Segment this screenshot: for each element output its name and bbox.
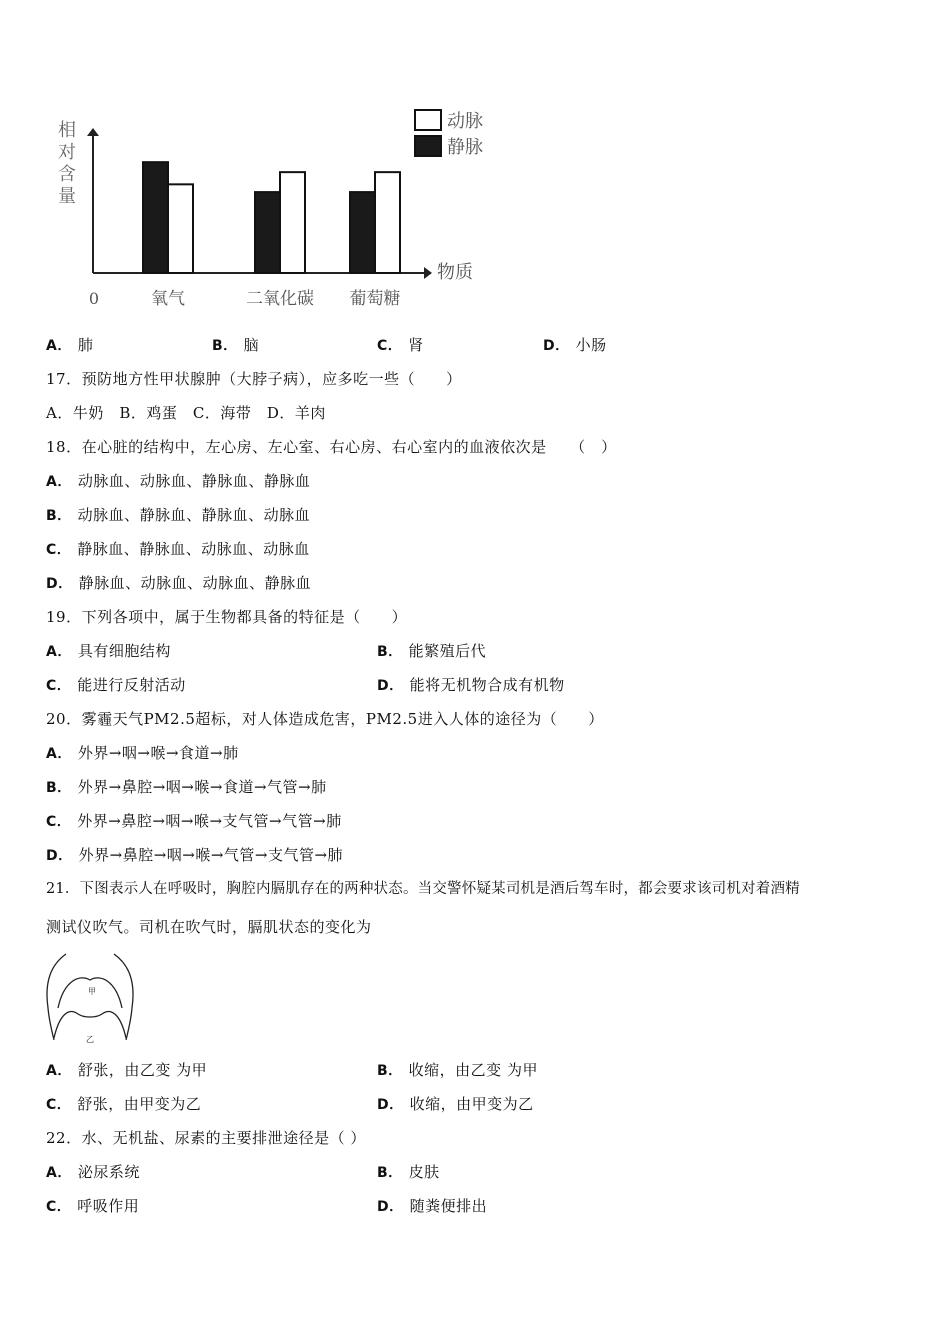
q18-option-c[interactable]: C． 静脉血、静脉血、动脉血、动脉血 [46, 540, 310, 558]
bar-artery-2 [375, 172, 400, 273]
q18-option-a[interactable]: A． 动脉血、动脉血、静脉血、静脉血 [46, 472, 311, 490]
q20-option-b[interactable]: B． 外界→鼻腔→咽→喉→食道→气管→肺 [46, 778, 327, 796]
bar-artery-1 [280, 172, 305, 273]
q22-stem: 22．水、无机盐、尿素的主要排泄途径是（ ） [46, 1129, 366, 1147]
bar-vein-0 [143, 162, 168, 273]
legend-label-1: 静脉 [447, 137, 483, 158]
q19-stem: 19．下列各项中，属于生物都具备的特征是（ ） [46, 608, 408, 626]
q20-stem: 20．雾霾天气PM2.5超标，对人体造成危害，PM2.5进入人体的途径为（ ） [46, 710, 604, 728]
q21-option-c[interactable]: C． 舒张，由甲变为乙 [46, 1095, 202, 1113]
legend-label-0: 动脉 [447, 111, 483, 132]
q22-option-d[interactable]: D． 随粪便排出 [377, 1197, 488, 1215]
label-jia: 甲 [88, 987, 96, 996]
origin-label: 0 [88, 289, 100, 308]
q22-option-c[interactable]: C． 呼吸作用 [46, 1197, 140, 1215]
q22-option-b[interactable]: B． 皮肤 [377, 1163, 440, 1181]
q18-stem: 18．在心脏的结构中，左心房、左心室、右心房、右心室内的血液依次是 （ ） [46, 438, 617, 456]
bar-artery-0 [168, 184, 193, 273]
y-axis-label-char: 量 [58, 186, 76, 207]
q16-option-d[interactable]: D． 小肠 [543, 336, 607, 354]
q19-option-a[interactable]: A． 具有细胞结构 [46, 642, 171, 660]
diaphragm-diagram [44, 950, 136, 1046]
q18-option-d[interactable]: D． 静脉血、动脉血、动脉血、静脉血 [46, 574, 312, 592]
q21-option-d[interactable]: D． 收缩，由甲变为乙 [377, 1095, 534, 1113]
x-tick-label: 二氧化碳 [246, 289, 314, 309]
q17-options[interactable]: A．牛奶 B．鸡蛋 C．海带 D．羊肉 [46, 404, 326, 422]
y-axis-label-char: 对 [58, 142, 76, 163]
blood-content-bar-chart [40, 100, 510, 315]
label-yi: 乙 [86, 1035, 94, 1044]
q21-option-b[interactable]: B． 收缩，由乙变 为甲 [377, 1061, 538, 1079]
bar-vein-2 [350, 192, 375, 273]
x-axis-arrow [424, 267, 432, 279]
q16-option-a[interactable]: A． 肺 [46, 336, 94, 354]
q17-stem: 17．预防地方性甲状腺肿（大脖子病），应多吃一些（ ） [46, 370, 462, 388]
x-axis-label: 物质 [437, 262, 473, 283]
q20-option-c[interactable]: C． 外界→鼻腔→咽→喉→支气管→气管→肺 [46, 812, 342, 830]
q22-option-a[interactable]: A． 泌尿系统 [46, 1163, 140, 1181]
q20-option-d[interactable]: D． 外界→鼻腔→咽→喉→气管→支气管→肺 [46, 846, 344, 864]
q20-option-a[interactable]: A． 外界→咽→喉→食道→肺 [46, 744, 239, 762]
x-tick-label: 葡萄糖 [349, 289, 401, 309]
legend-swatch-0 [415, 110, 441, 130]
q19-option-b[interactable]: B． 能繁殖后代 [377, 642, 487, 660]
y-axis-label-char: 含 [58, 164, 76, 185]
q21-stem-line1: 21．下图表示人在呼吸时，胸腔内膈肌存在的两种状态。当交警怀疑某司机是酒后驾车时，都会要求该司机对着酒精 [46, 881, 800, 897]
q16-option-c[interactable]: C． 肾 [377, 336, 424, 354]
legend-swatch-1 [415, 136, 441, 156]
bar-vein-1 [255, 192, 280, 273]
y-axis-arrow [87, 128, 99, 136]
q21-stem-line2: 测试仪吹气。司机在吹气时，膈肌状态的变化为 [46, 918, 372, 936]
q19-option-c[interactable]: C． 能进行反射活动 [46, 676, 186, 694]
q16-option-b[interactable]: B． 脑 [212, 336, 260, 354]
q18-option-b[interactable]: B． 动脉血、静脉血、静脉血、动脉血 [46, 506, 311, 524]
q21-option-a[interactable]: A． 舒张，由乙变 为甲 [46, 1061, 208, 1079]
x-tick-label: 氧气 [151, 289, 185, 309]
y-axis-label-char: 相 [58, 120, 76, 141]
q19-option-d[interactable]: D． 能将无机物合成有机物 [377, 676, 565, 694]
